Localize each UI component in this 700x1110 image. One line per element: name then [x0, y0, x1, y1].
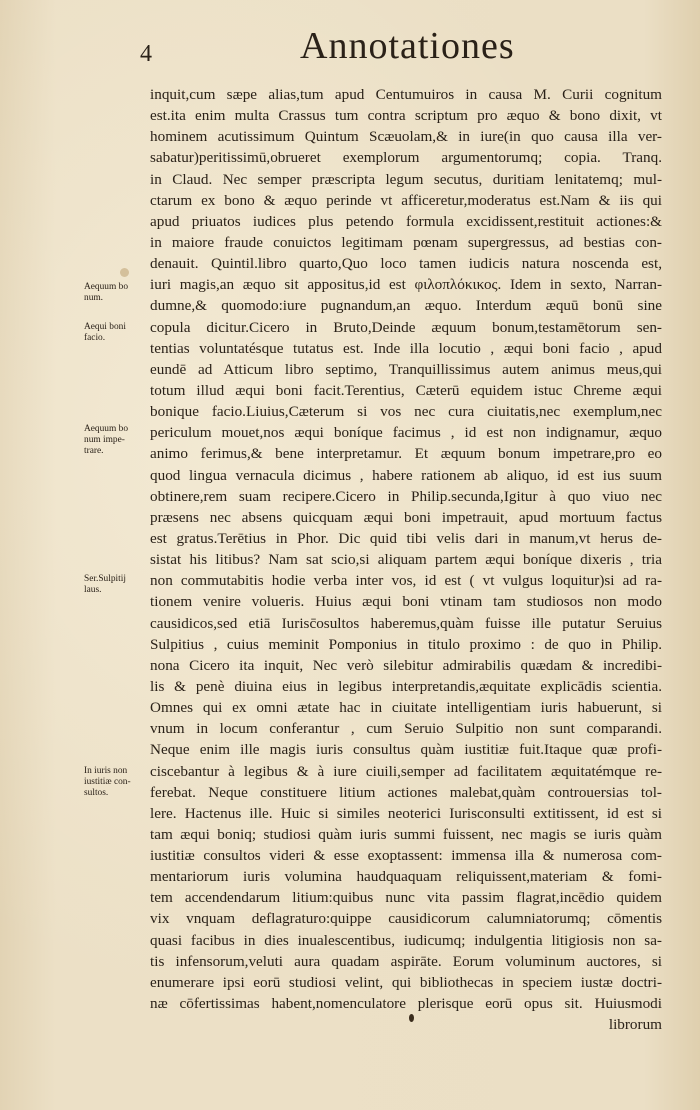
text-line: ciscebantur à legibus & à iure ciuili,semper ad facilitatem æquitatémque re- [150, 762, 662, 780]
margin-note-line: Ser.Sulpitij [84, 574, 126, 584]
text-line: animo ferimus,& bene interpretamur. Et æquum bonum impetrare,pro eo [150, 445, 662, 463]
margin-note-line: num. [84, 293, 104, 304]
text-line: causidicos,sed etiā Iurisc̄osultos haberemus,quàm fuisse ille putatur Seruius [150, 614, 662, 632]
text-line: Sulpitius , cuius meminit Pomponius in titulo proximo : de quo in Philip. [150, 635, 662, 653]
text-line: iustitiæ consultos videri & esse exoptassent: immensa illa & numerosa com- [150, 847, 662, 865]
text-line: tem accendendarum litium:quibus nunc vita passim flagrat,incēdio quidem [150, 889, 662, 907]
margin-note-line: num impe- [84, 435, 125, 446]
margin-note-line: laus. [84, 585, 102, 596]
text-line: Neque enim ille magis iuris consultus quàm iustitiæ fuit.Itaque quæ profi- [150, 741, 662, 759]
text-line: sabatur)peritissimū,obrueret exemplorum argumentorumq; copia. Tranq. [150, 149, 662, 167]
text-line: copula dicitur.Cicero in Bruto,Deinde æquum bonum,testamētorum sen- [150, 318, 662, 336]
ink-mark [409, 1014, 414, 1022]
text-line: ctarum ex bono & æquo perinde vt afficeretur,moderatus est.Nam & iis qui [150, 191, 662, 209]
text-line: iuri magis,an æquo sit appositus,id est φιλοπλόκικος. Idem in sexto, Narran- [150, 276, 662, 294]
running-head: Annotationes [300, 25, 515, 67]
text-line: totum illud æqui boni facit.Terentius, Cæterū equidem istuc Chreme æqui [150, 381, 662, 399]
ink-blot [120, 268, 129, 277]
text-line: næ cōfertissimas habent,nomenculatore plerisque eorū opus sit. Huiusmodi [150, 995, 662, 1013]
margin-note-line: iustitiæ con- [84, 777, 131, 788]
body-text [150, 84, 662, 1035]
text-line: inquit,cum sæpe alias,tum apud Centumuiros in causa M. Curii cognitum [150, 86, 662, 103]
margin-note-aequi-boni-facio [84, 322, 154, 344]
margin-note-aequum-bonum [84, 282, 154, 304]
text-line: tam æqui boniq; studiosi quàm iuris summi fuissent, nec magis se iuris quàm [150, 825, 662, 843]
text-line: in Claud. Nec semper præscripta legum secutus, duritiam lenitatemq; mul- [150, 170, 662, 188]
text-line: nona Cicero ita inquit, Nec verò silebitur admirabilis quædam & incredibi- [150, 656, 662, 674]
text-line: præsens nec absens quicquam æqui boni impetrauit, apud mortuum factus [150, 508, 662, 526]
text-line: bonique facio.Liuius,Cæterum si vos nec cura ciuitatis,nec exemplum,nec [150, 403, 662, 421]
margin-note-line: Aequi boni [84, 322, 126, 332]
text-line: mentariorum iuris volumina haudquaquam reliquissent,materiam & fomi- [150, 868, 662, 886]
text-line: lis & penè diuina eius in legibus interpretandis,æquitate explicādis scientia. [150, 677, 662, 695]
margin-note-aequum-bonum-impetrare [84, 424, 154, 458]
text-line: vix vnquam deflagraturo:quippe causidicorum calumniatorumq; cōmentis [150, 910, 662, 928]
text-line: tis infensorum,veluti aura quadam aspirāte. Eorum voluminum auctores, si [150, 952, 662, 970]
text-line: obtinere,rem suam recipere.Cicero in Philip.secunda,Igitur à quo viuo nec [150, 487, 662, 505]
text-line: denauit. Quintil.libro quarto,Quo loco tamen iudicis natura noscenda est, [150, 255, 662, 273]
text-line: vnum in locum conferantur , cum Seruio Sulpitio non sunt comparandi. [150, 720, 662, 738]
text-line: in maiore fraude conuictos legitimam pœnam supergressus, ad bestias con- [150, 233, 662, 251]
margin-note-iuris-consultos [84, 766, 154, 800]
margin-note-line: Aequum bo [84, 282, 129, 292]
text-line: quasi facibus in dies inualescentibus, iudicumq; indulgentia litigiosis non sa- [150, 931, 662, 949]
margin-note-sulpitius [84, 574, 154, 596]
margin-note-line: sultos. [84, 788, 109, 799]
text-line: lere. Hactenus ille. Huic si similes neoterici Iurisconsulti extitissent, id est si [150, 804, 662, 822]
text-line: ferebat. Neque constituere litium actiones malebat,quàm controuersias tol- [150, 783, 662, 801]
text-line: est.ita enim multa Crassus tum contra scriptum pro æquo & bono dixit, vt [150, 107, 662, 125]
text-line: tionem venire volueris. Huius æqui boni vtinam tam studiosos non modo [150, 593, 662, 611]
text-line: eundē ad Atticum libro septimo, Tranquillissimus autem animus meus,qui [150, 360, 662, 378]
text-line: enumerare ipsi eorū studiosi velint, qui bibliothecas in speciem iustæ doctri- [150, 973, 662, 991]
catchword: librorum [608, 1016, 662, 1034]
text-line: tentias voluntatésque tutatus est. Inde illa locutio , æqui boni facio , apud [150, 339, 662, 357]
margin-note-line: trare. [84, 446, 104, 457]
text-line: sistat his litibus? Nam sat scio,si aliquam partem æqui boníque dixeris , tria [150, 551, 662, 569]
page-number: 4 [140, 41, 152, 67]
text-line: periculum mouet,nos æqui boníque facimus , id est non indignamur, æquo [150, 424, 662, 442]
text-line: Omnes qui ex omni ætate hac in ciuitate intelligentiam iuris habuerunt, si [150, 699, 662, 717]
margin-note-line: facio. [84, 333, 106, 344]
text-line: quod lingua vernacula dicimus , habere rationem ab aliquo, id est ius suum [150, 466, 662, 484]
text-line: apud priuatos iudices plus petendo formula excidissent,restituit actiones:& [150, 212, 662, 230]
text-line: hominem acutissimum Quintum Scæuolam,& in iure(in quo causa illa ver- [150, 128, 662, 146]
text-line: non commutabitis hodie verba inter vos, id est ( vt vulgus loquitur)si ad ra- [150, 572, 662, 590]
text-line: est gratus.Terētius in Phor. Dic quid tibi velis dari in manum,vt herus de- [150, 529, 662, 547]
margin-note-line: Aequum bo [84, 424, 129, 434]
margin-note-line: In iuris non [84, 766, 128, 776]
text-line: dumne,& quomodo:iure pugnandum,an æquo. Interdum æquū bonū sine [150, 297, 662, 315]
